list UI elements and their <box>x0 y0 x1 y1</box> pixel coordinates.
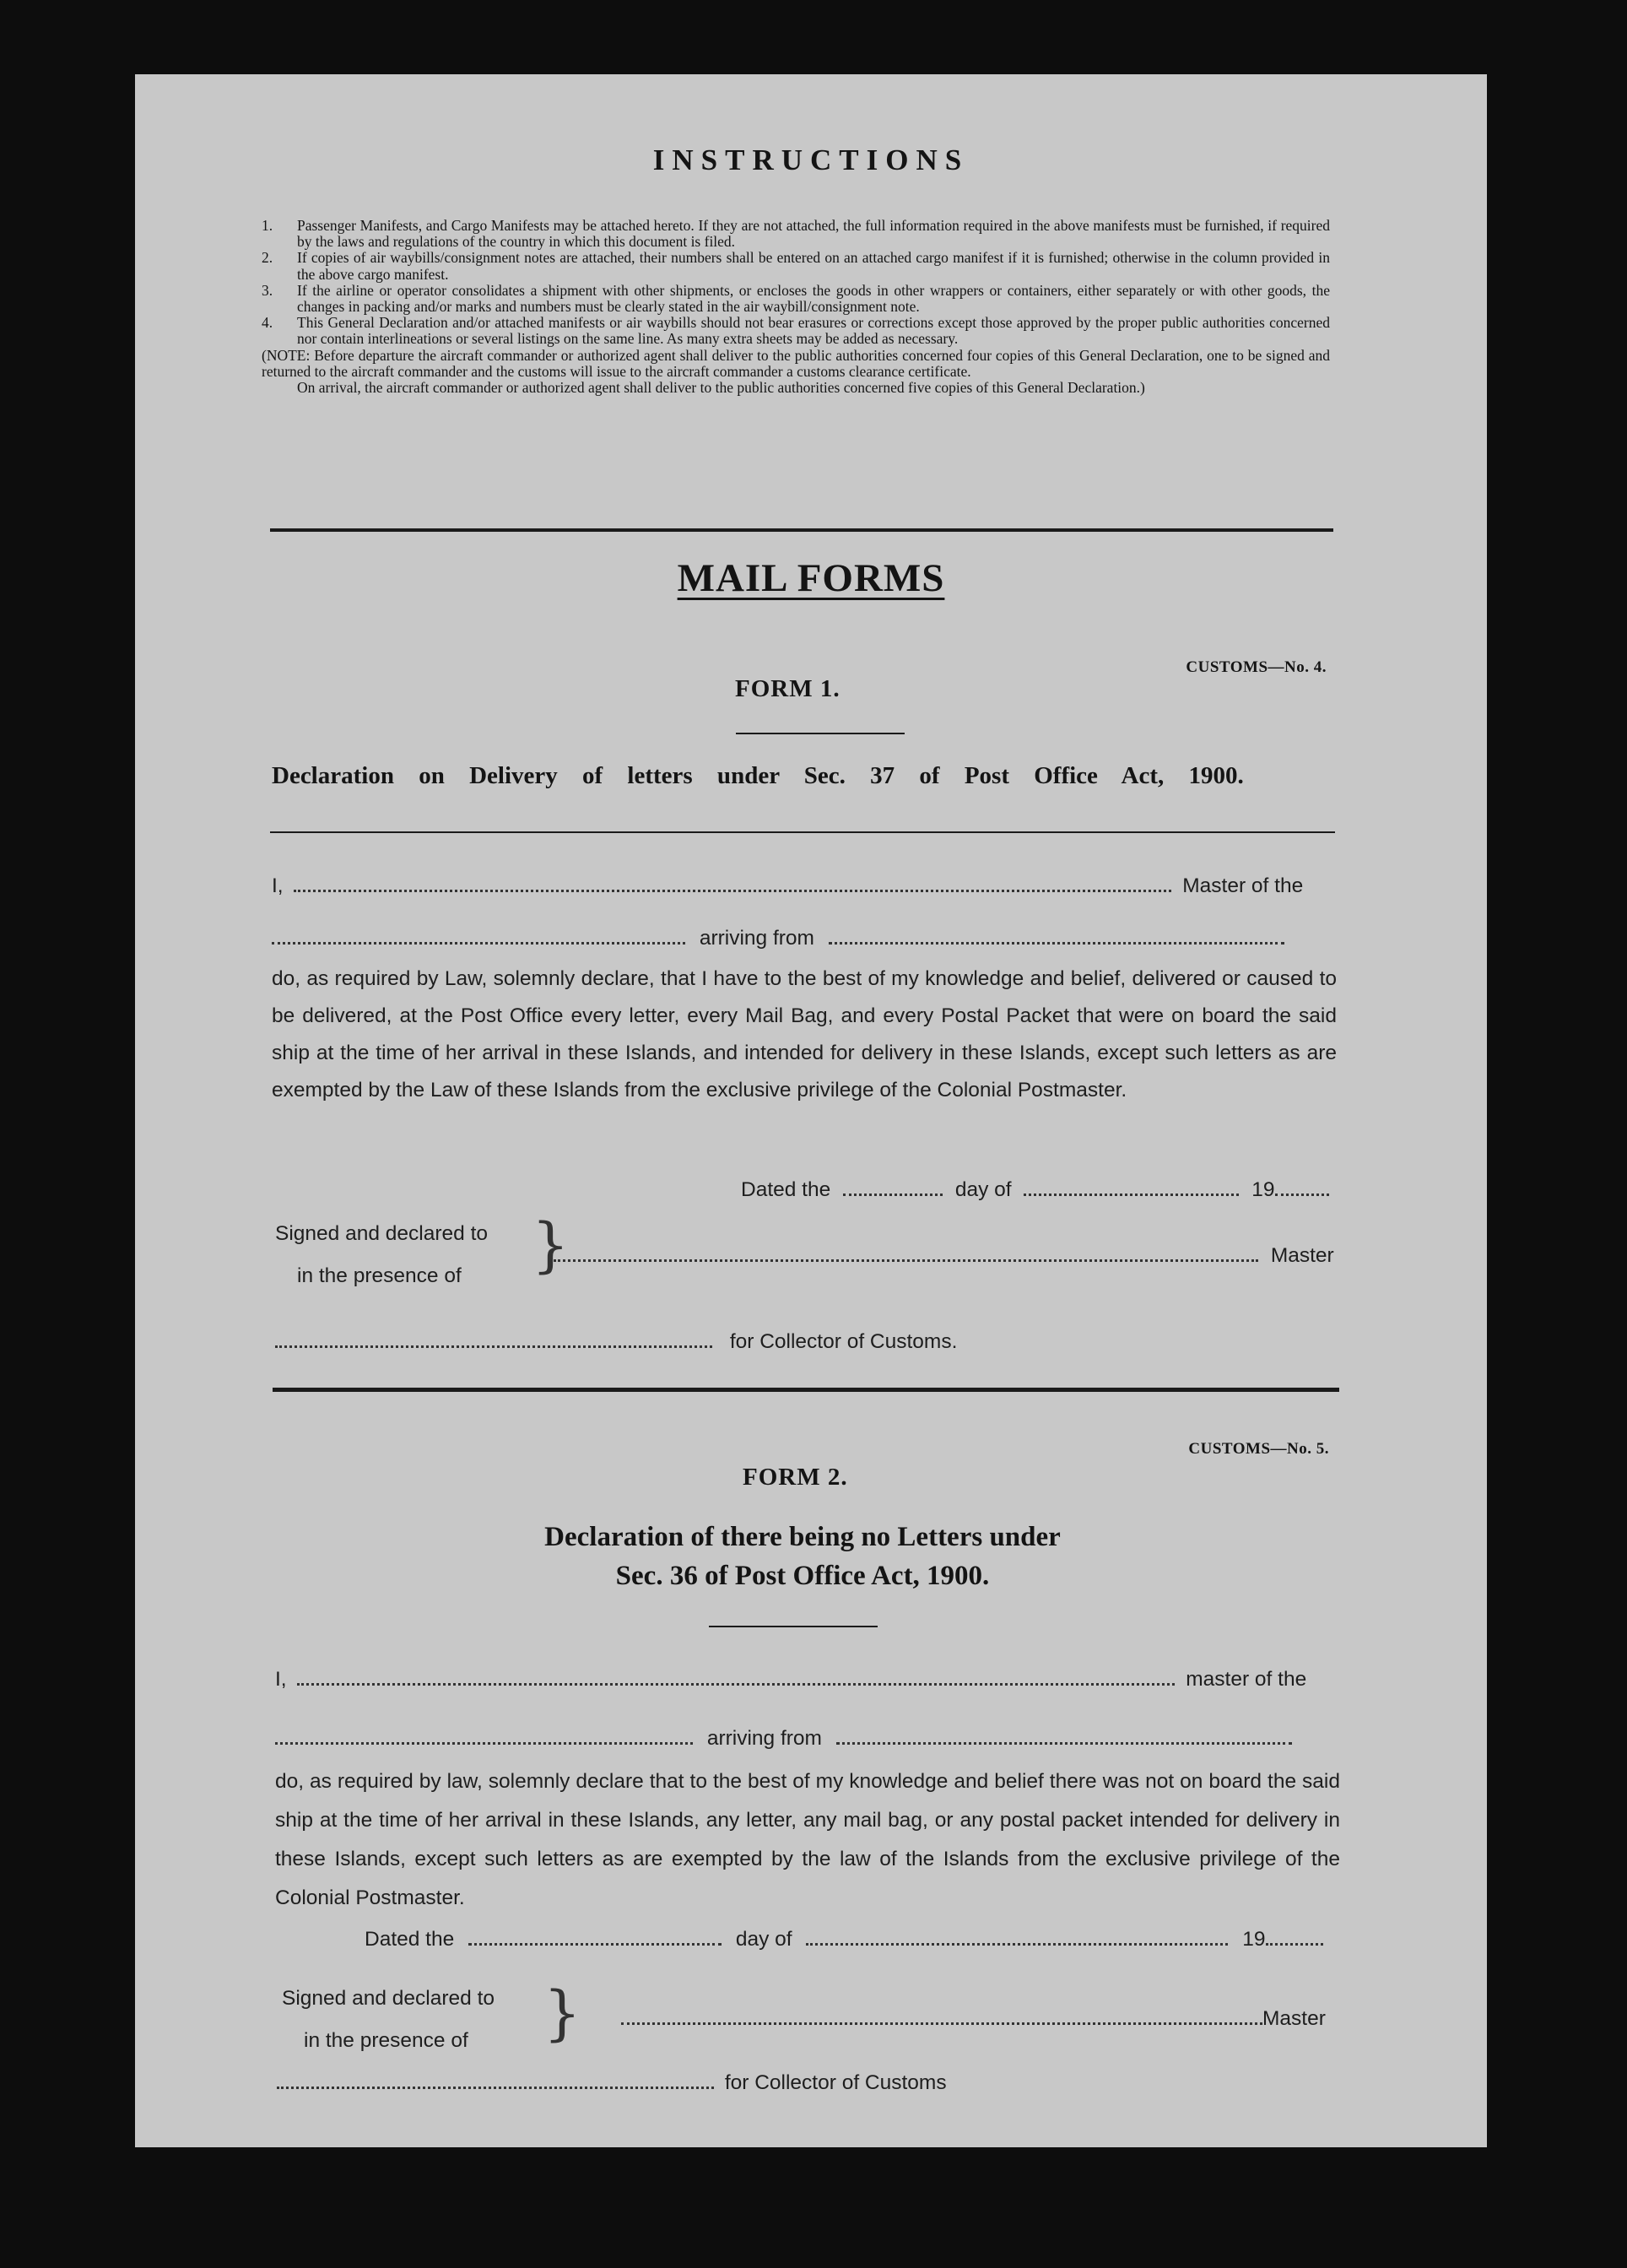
form2-signed-line2: in the presence of <box>304 2029 468 2052</box>
form1-signed-line1: Signed and declared to <box>275 1222 488 1245</box>
instruction-text: Passenger Manifests, and Cargo Manifests may be attached hereto. If they are not attached, the full information required in the above manifests must be furnished, if required by the laws and regulations of the country in which this document is filed. <box>297 217 1330 251</box>
form1-day-of: day of <box>954 1178 1012 1201</box>
form1-master-signature-blank[interactable] <box>554 1258 1258 1262</box>
form1-dated-line <box>741 1178 1329 1202</box>
form2-day-blank[interactable] <box>468 1942 722 1946</box>
instruction-number: 2. <box>262 249 273 267</box>
instruction-item <box>262 218 1330 250</box>
form2-paragraph: do, as required by law, solemnly declare that to the best of my knowledge and belief there was not on board the said ship at the time of her arrival in these Islands, any letter, any mail bag, or any postal packet intended for delivery in these Islands, except such letters as are exempted by the law of the Islands from the exclusive privilege of the Colonial Postmaster. <box>275 1770 1340 1909</box>
form2-origin-blank[interactable] <box>836 1741 1292 1745</box>
form2-declaration-title <box>270 1518 1335 1595</box>
form1-day-blank[interactable] <box>843 1193 943 1196</box>
form2-customs-number: CUSTOMS—No. 5. <box>1188 1440 1329 1458</box>
form2-master-line <box>621 2007 1326 2031</box>
form2-collector-line <box>277 2071 947 2095</box>
form1-dated-the: Dated the <box>741 1178 831 1201</box>
form2-line-ship <box>275 1727 1292 1751</box>
form2-ship-blank[interactable] <box>275 1741 693 1745</box>
form-divider <box>273 1388 1339 1392</box>
form2-declaration-line2: Sec. 36 of Post Office Act, 1900. <box>615 1561 990 1591</box>
instructions-list <box>262 218 1330 396</box>
section-divider <box>270 528 1333 532</box>
form1-collector-line <box>275 1330 957 1354</box>
form2-year-prefix: 19 <box>1242 1928 1266 1951</box>
instructions-note: (NOTE: Before departure the aircraft commander or authorized agent shall deliver to the public authorities concerned four copies of this General Declaration, one to be signed and returned to the aircraft commander and the customs will issue to the aircraft commander a customs clearance certificate. <box>262 346 1330 380</box>
form2-dated-the: Dated the <box>365 1928 455 1951</box>
form2-day-of: day of <box>735 1928 792 1951</box>
form1-month-blank[interactable] <box>1024 1193 1239 1196</box>
instruction-text: If the airline or operator consolidates a shipment with other shipments, or encloses the goods in other wrappers or containers, either separately or with other goods, the changes in packing and/or marks and numbers must be clearly stated in the air waybill/consignment note. <box>297 281 1330 316</box>
form1-paragraph: do, as required by Law, solemnly declare, that I have to the best of my knowledge and belief, delivered or caused to be delivered, at the Post Office every letter, every Mail Bag, and every Postal Packet that were on board the said ship at the time of her arrival in these Islands, and intended for delivery in these Islands, except such letters as are exempted by the Law of these Islands from the exclusive privilege of the Colonial Postmaster. <box>272 967 1337 1102</box>
form1-name-blank[interactable] <box>294 889 1171 892</box>
form1-year-prefix: 19 <box>1251 1178 1275 1201</box>
form1-origin-blank[interactable] <box>829 941 1284 945</box>
form2-line-i <box>275 1668 1306 1692</box>
form2-title: FORM 2. <box>743 1464 848 1491</box>
instruction-text: This General Declaration and/or attached manifests or air waybills should not bear erasures or corrections except those approved by the proper public authorities concerned nor contain interlineations or several listings on the same line. As many extra sheets may be added as necessary. <box>297 314 1330 348</box>
instruction-item <box>262 315 1330 347</box>
instruction-number: 1. <box>262 217 273 234</box>
instruction-item <box>262 250 1330 282</box>
form1-divider <box>270 831 1335 833</box>
form1-master-line <box>554 1244 1334 1268</box>
form1-brace: } <box>532 1210 570 1280</box>
form2-signed-line1: Signed and declared to <box>282 1987 495 2010</box>
form1-line-i <box>272 874 1303 898</box>
form2-brace: } <box>543 1978 581 2048</box>
document-page <box>135 74 1487 2147</box>
form1-i-label: I, <box>272 874 284 897</box>
form2-declaration-line1: Declaration of there being no Letters under <box>544 1522 1061 1552</box>
form1-customs-number: CUSTOMS—No. 4. <box>1186 658 1327 676</box>
form1-master-of-the: Master of the <box>1182 874 1304 897</box>
mail-forms-title-text: MAIL FORMS <box>677 556 945 600</box>
form2-month-blank[interactable] <box>806 1942 1228 1946</box>
form2-collector-signature-blank[interactable] <box>277 2086 714 2089</box>
form1-arriving-from: arriving from <box>699 927 814 950</box>
form2-arriving-from: arriving from <box>706 1727 822 1750</box>
form2-master-label: Master <box>1262 2007 1326 2030</box>
form2-collector-label: for Collector of Customs <box>724 2071 947 2094</box>
instruction-number: 4. <box>262 314 273 332</box>
form2-title-underline <box>709 1626 878 1627</box>
form1-year-blank[interactable] <box>1275 1193 1329 1196</box>
form2-master-of-the: master of the <box>1186 1668 1307 1691</box>
form1-ship-blank[interactable] <box>272 941 685 945</box>
form1-title-underline <box>736 733 905 734</box>
form1-collector-signature-blank[interactable] <box>275 1345 712 1348</box>
form2-year-blank[interactable] <box>1266 1942 1323 1946</box>
instructions-title: INSTRUCTIONS <box>652 143 970 176</box>
form1-signed-line2: in the presence of <box>297 1264 462 1287</box>
form1-title: FORM 1. <box>735 675 841 702</box>
instruction-item <box>262 283 1330 315</box>
form1-master-label: Master <box>1270 1244 1334 1267</box>
form2-name-blank[interactable] <box>297 1682 1175 1686</box>
form1-declaration-title: Declaration on Delivery of letters under Sec. 37 of Post Office Act, 1900. <box>272 762 1244 789</box>
form1-line-ship <box>272 927 1284 950</box>
form2-master-signature-blank[interactable] <box>621 2022 1262 2025</box>
mail-forms-title <box>135 555 1487 601</box>
instructions-note-arrival: On arrival, the aircraft commander or authorized agent shall deliver to the public authorities concerned five copies of this General Declaration.) <box>297 379 1145 397</box>
form1-collector-label: for Collector of Customs. <box>729 1330 958 1353</box>
instruction-number: 3. <box>262 281 273 299</box>
form2-dated-line <box>365 1928 1323 1951</box>
form2-i-label: I, <box>275 1668 287 1691</box>
instruction-text: If copies of air waybills/consignment notes are attached, their numbers shall be entered on an attached cargo manifest if it is furnished; otherwise in the column provided in the above cargo manifest. <box>297 249 1330 283</box>
